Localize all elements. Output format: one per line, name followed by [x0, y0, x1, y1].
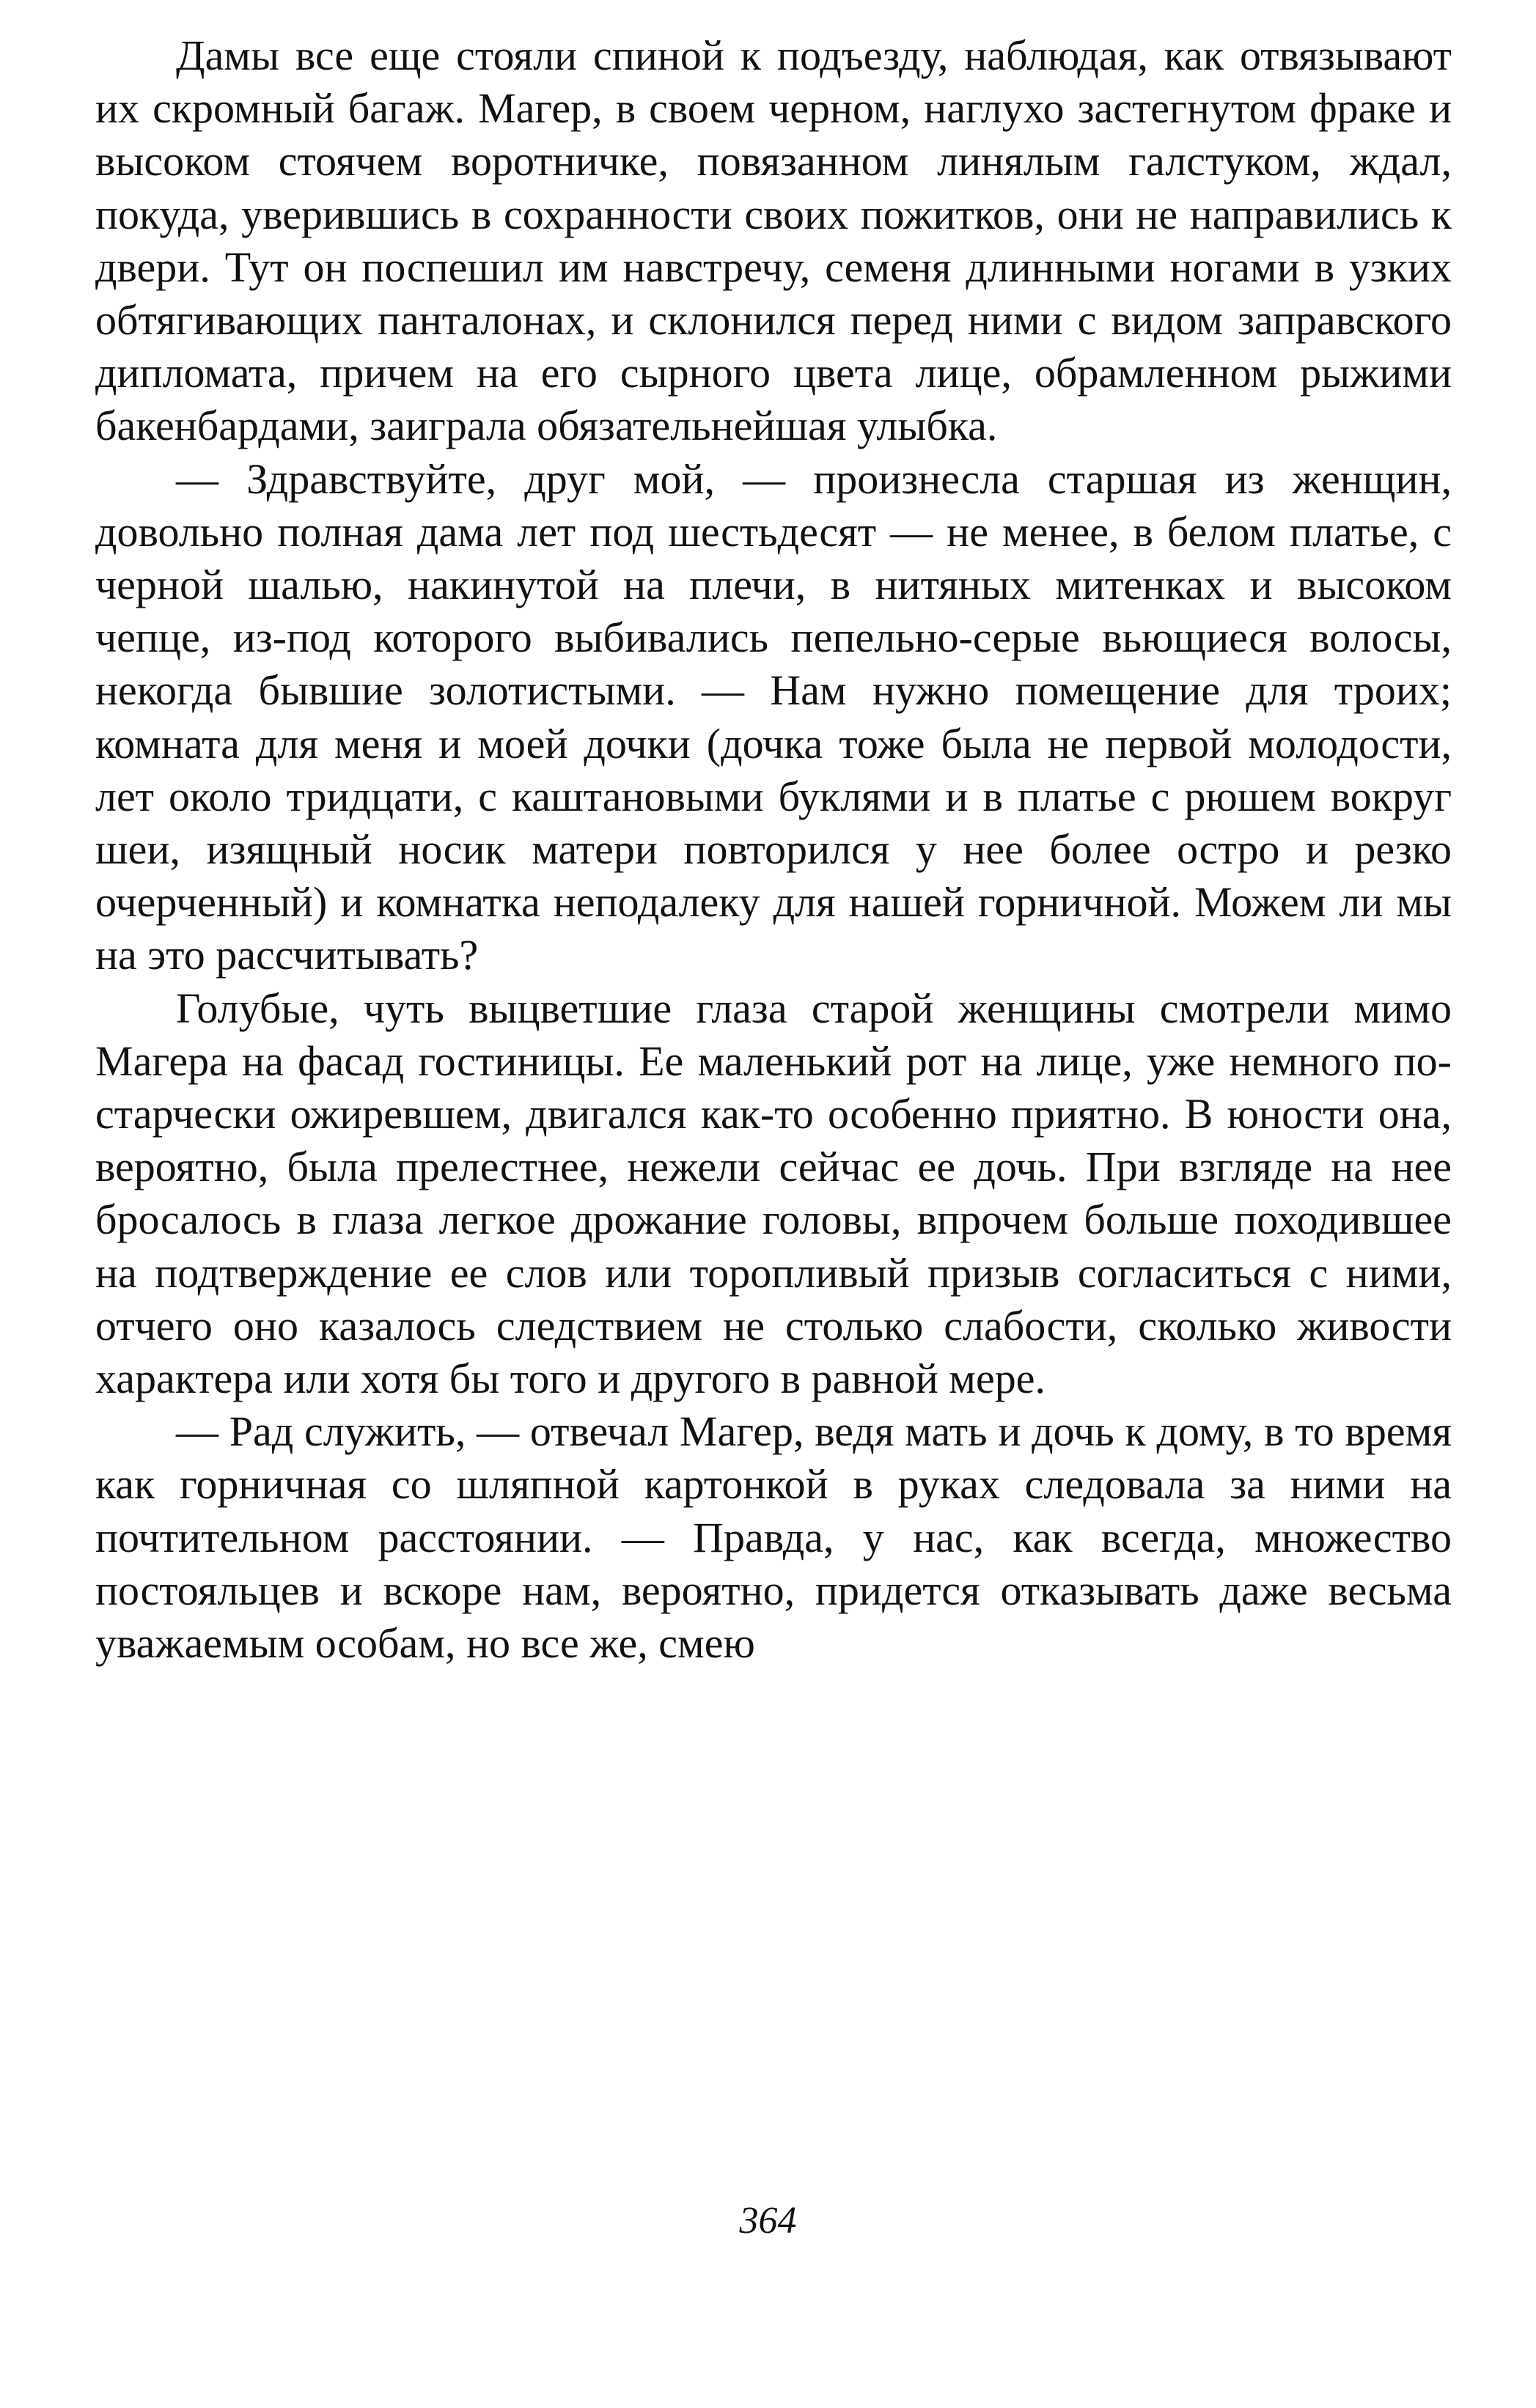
paragraph-2: — Здравствуйте, друг мой, — произнесла старшая из женщин, довольно полная дама лет под шестьдесят — не менее, в белом платье, с черной шалью, накинутой на плечи, в нитяных митенках и высоком чепце, из-под которого выбивались пепельно-серые вьющиеся волосы, некогда бывшие золотистыми. — Нам нужно помещение для троих; комната для меня и моей дочки (дочка тоже была не первой молодости, лет около тридцати, с каштановыми буклями и в платье с рюшем вокруг шеи, изящный носик матери повторился у нее более остро и резко очерченный) и комнатка неподалеку для нашей горничной. Можем ли мы на это рассчитывать? — [95, 454, 1452, 979]
page-content — [95, 29, 1452, 1670]
page-number: 364 — [739, 2200, 797, 2242]
body-text — [95, 29, 1452, 1670]
paragraph-1: Дамы все еще стояли спиной к подъезду, наблюдая, как отвязывают их скромный багаж. Магер, в своем черном, наглухо застегнутом фраке и высоком стоячем воротничке, повязанном линялым галстуком, ждал, покуда, уверившись в сохранности своих пожитков, они не направились к двери. Тут он поспешил им навстречу, семеня длинными ногами в узких обтягивающих панталонах, и склонился перед ними с видом заправского дипломата, причем на его сырного цвета лице, обрамленном рыжими бакенбардами, заиграла обязательнейшая улыбка. — [95, 32, 1452, 450]
paragraph-3: Голубые, чуть выцветшие глаза старой женщины смотрели мимо Магера на фасад гостиницы. Ее маленький рот на лице, уже немного по-старчески ожиревшем, двигался как-то особенно приятно. В юности она, вероятно, была прелестнее, нежели сейчас ее дочь. При взгляде на нее бросалось в глаза легкое дрожание головы, впрочем больше походившее на подтверждение ее слов или торопливый призыв согласиться с ними, отчего оно казалось следствием не столько слабости, сколько живости характера или хотя бы того и другого в равной мере. — [95, 984, 1452, 1403]
paragraph-4: — Рад служить, — отвечал Магер, ведя мать и дочь к дому, в то время как горничная со шляпной картонкой в руках следовала за ними на почтительном расстоянии. — Правда, у нас, как всегда, множество постояльцев и вскоре нам, вероятно, придется отказывать даже весьма уважаемым особам, но все же, смею — [95, 1407, 1452, 1668]
